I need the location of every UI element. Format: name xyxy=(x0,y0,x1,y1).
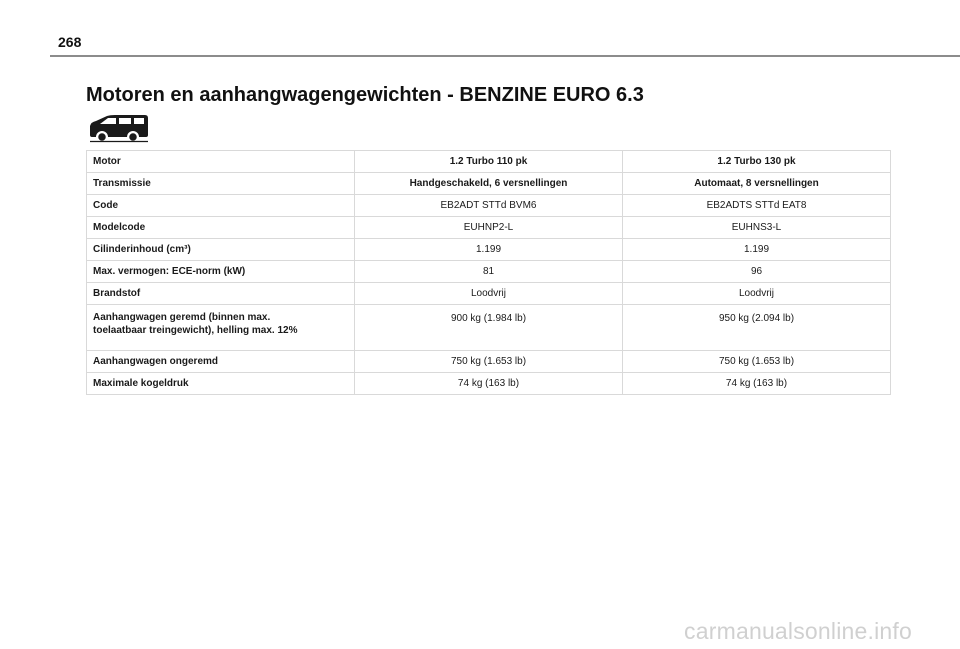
cell-engine-110: 750 kg (1.653 lb) xyxy=(355,351,623,373)
cell-engine-130: EB2ADTS STTd EAT8 xyxy=(623,195,891,217)
table-row-aanhangwagen-geremd xyxy=(87,305,891,351)
cell-engine-130: 750 kg (1.653 lb) xyxy=(623,351,891,373)
row-label: Aanhangwagen ongeremd xyxy=(87,351,355,373)
cell-engine-130: 1.199 xyxy=(623,239,891,261)
cell-engine-110: Loodvrij xyxy=(355,283,623,305)
row-label-line: Aanhangwagen geremd (binnen max. xyxy=(93,312,271,323)
table-row-modelcode xyxy=(87,217,891,239)
cell-engine-110: 74 kg (163 lb) xyxy=(355,373,623,395)
cell-engine-110: 900 kg (1.984 lb) xyxy=(355,305,623,351)
cell-engine-130: EUHNS3-L xyxy=(623,217,891,239)
cell-engine-110: 81 xyxy=(355,261,623,283)
watermark: carmanualsonline.info xyxy=(684,618,912,644)
row-label: Motor xyxy=(87,151,355,173)
row-label: Modelcode xyxy=(87,217,355,239)
row-label: Max. vermogen: ECE-norm (kW) xyxy=(87,261,355,283)
cell-engine-130: 950 kg (2.094 lb) xyxy=(623,305,891,351)
cell-engine-130: Loodvrij xyxy=(623,283,891,305)
cell-engine-110: EB2ADT STTd BVM6 xyxy=(355,195,623,217)
row-label xyxy=(87,305,355,351)
table-row-aanhangwagen-ongeremd xyxy=(87,351,891,373)
row-label: Maximale kogeldruk xyxy=(87,373,355,395)
engine-trailer-weights-table xyxy=(86,150,891,395)
table-row-max-vermogen xyxy=(87,261,891,283)
table-row-code xyxy=(87,195,891,217)
row-label: Transmissie xyxy=(87,173,355,195)
page-title: Motoren en aanhangwagengewichten - BENZINE EURO 6.3 xyxy=(86,84,644,106)
cell-engine-130: 1.2 Turbo 130 pk xyxy=(623,151,891,173)
cell-engine-110: 1.199 xyxy=(355,239,623,261)
row-label: Cilinderinhoud (cm³) xyxy=(87,239,355,261)
header-divider xyxy=(50,55,960,57)
cell-engine-130: 96 xyxy=(623,261,891,283)
row-label: Brandstof xyxy=(87,283,355,305)
table-row-motor xyxy=(87,151,891,173)
cell-engine-130: 74 kg (163 lb) xyxy=(623,373,891,395)
page-number: 268 xyxy=(58,34,82,50)
table-row-brandstof xyxy=(87,283,891,305)
table-row-transmissie xyxy=(87,173,891,195)
van-side-view-icon xyxy=(88,112,150,144)
cell-engine-110: EUHNP2-L xyxy=(355,217,623,239)
table-row-maximale-kogeldruk xyxy=(87,373,891,395)
row-label-line: toelaatbaar treingewicht), helling max. 12% xyxy=(93,325,298,336)
row-label: Code xyxy=(87,195,355,217)
cell-engine-130: Automaat, 8 versnellingen xyxy=(623,173,891,195)
table-row-cilinderinhoud xyxy=(87,239,891,261)
cell-engine-110: 1.2 Turbo 110 pk xyxy=(355,151,623,173)
specifications-table-container xyxy=(86,150,890,395)
cell-engine-110: Handgeschakeld, 6 versnellingen xyxy=(355,173,623,195)
